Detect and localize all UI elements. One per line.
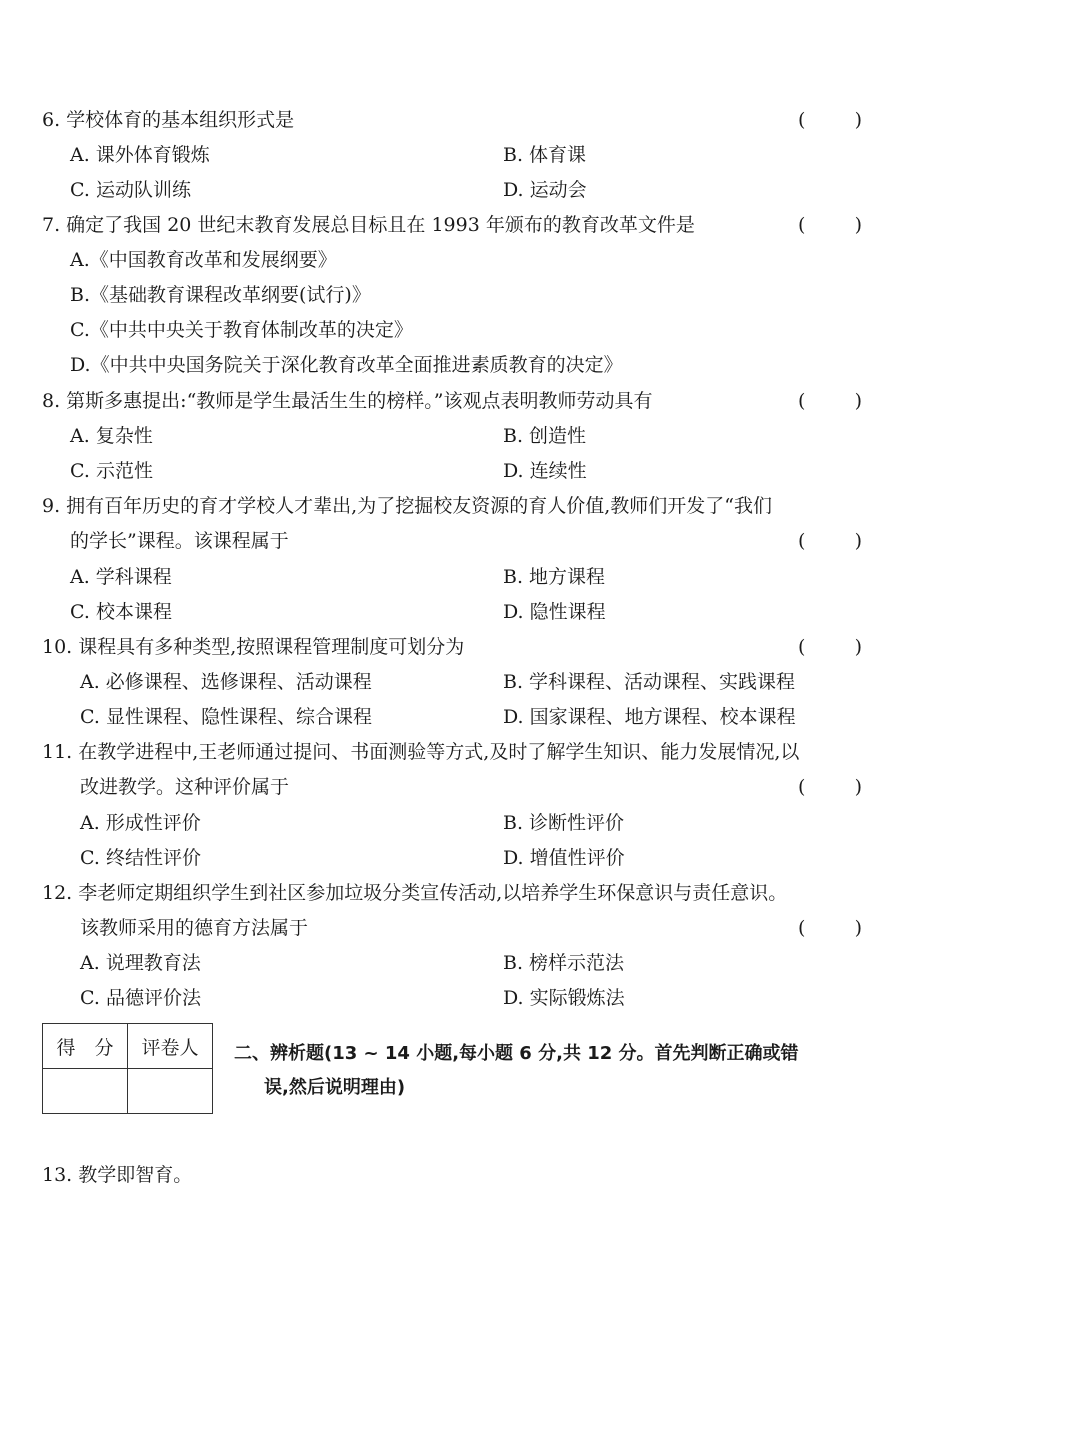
grader-header: 评卷人 (128, 1024, 213, 1069)
q7-option-a: A.《中国教育改革和发展纲要》 (70, 249, 337, 271)
q6-option-b: B. 体育课 (503, 144, 587, 166)
q8-option-c: C. 示范性 (70, 460, 153, 482)
q12-answer-paren: ( ) (798, 917, 862, 939)
q7-option-c: C.《中共中央关于教育体制改革的决定》 (70, 319, 413, 341)
q7-answer-paren: ( ) (798, 214, 862, 236)
q11-option-c: C. 终结性评价 (80, 847, 201, 869)
q11-stem-line1: 11. 在教学进程中,王老师通过提问、书面测验等方式,及时了解学生知识、能力发展情况,以 (42, 741, 800, 763)
score-table (42, 1023, 213, 1114)
grader-cell[interactable] (128, 1069, 213, 1114)
q9-stem-line1: 9. 拥有百年历史的育才学校人才辈出,为了挖掘校友资源的育人价值,教师们开发了“我们 (42, 495, 772, 517)
section2-heading-line1: 二、辨析题(13 ~ 14 小题,每小题 6 分,共 12 分。首先判断正确或错 (234, 1043, 799, 1064)
q6-stem: 6. 学校体育的基本组织形式是 (42, 109, 295, 131)
q9-option-b: B. 地方课程 (503, 566, 606, 588)
q10-option-b: B. 学科课程、活动课程、实践课程 (503, 671, 796, 693)
q9-option-c: C. 校本课程 (70, 601, 172, 623)
q8-option-d: D. 连续性 (503, 460, 587, 482)
section2-heading-line2: 误,然后说明理由) (264, 1077, 406, 1098)
q6-answer-paren: ( ) (798, 109, 862, 131)
q9-option-a: A. 学科课程 (70, 566, 172, 588)
q6-option-a: A. 课外体育锻炼 (70, 144, 210, 166)
q12-stem-line1: 12. 李老师定期组织学生到社区参加垃圾分类宣传活动,以培养学生环保意识与责任意识。 (42, 882, 788, 904)
q8-stem: 8. 第斯多惠提出:“教师是学生最活生生的榜样。”该观点表明教师劳动具有 (42, 390, 653, 412)
q11-stem-line2: 改进教学。这种评价属于 (80, 776, 290, 798)
q6-option-d: D. 运动会 (503, 179, 587, 201)
q8-option-a: A. 复杂性 (70, 425, 153, 447)
q10-option-a: A. 必修课程、选修课程、活动课程 (80, 671, 372, 693)
q12-option-c: C. 品德评价法 (80, 987, 201, 1009)
q10-option-d: D. 国家课程、地方课程、校本课程 (503, 706, 796, 728)
q11-option-b: B. 诊断性评价 (503, 812, 625, 834)
q10-stem: 10. 课程具有多种类型,按照课程管理制度可划分为 (42, 636, 465, 658)
q9-answer-paren: ( ) (798, 530, 862, 552)
q7-option-d: D.《中共中央国务院关于深化教育改革全面推进素质教育的决定》 (70, 354, 623, 376)
q10-answer-paren: ( ) (798, 636, 862, 658)
q13-stem: 13. 教学即智育。 (42, 1164, 193, 1186)
score-header: 得 分 (43, 1024, 128, 1069)
q12-option-b: B. 榜样示范法 (503, 952, 625, 974)
score-cell[interactable] (43, 1069, 128, 1114)
q8-answer-paren: ( ) (798, 390, 862, 412)
q6-option-c: C. 运动队训练 (70, 179, 191, 201)
q11-answer-paren: ( ) (798, 776, 862, 798)
q7-stem: 7. 确定了我国 20 世纪末教育发展总目标且在 1993 年颁布的教育改革文件是 (42, 214, 695, 236)
q11-option-d: D. 增值性评价 (503, 847, 625, 869)
q12-stem-line2: 该教师采用的德育方法属于 (80, 917, 309, 939)
q9-option-d: D. 隐性课程 (503, 601, 606, 623)
q11-option-a: A. 形成性评价 (80, 812, 201, 834)
q8-option-b: B. 创造性 (503, 425, 587, 447)
q12-option-d: D. 实际锻炼法 (503, 987, 625, 1009)
q10-option-c: C. 显性课程、隐性课程、综合课程 (80, 706, 372, 728)
q12-option-a: A. 说理教育法 (80, 952, 201, 974)
q7-option-b: B.《基础教育课程改革纲要(试行)》 (70, 284, 371, 306)
q9-stem-line2: 的学长”课程。该课程属于 (70, 530, 289, 552)
